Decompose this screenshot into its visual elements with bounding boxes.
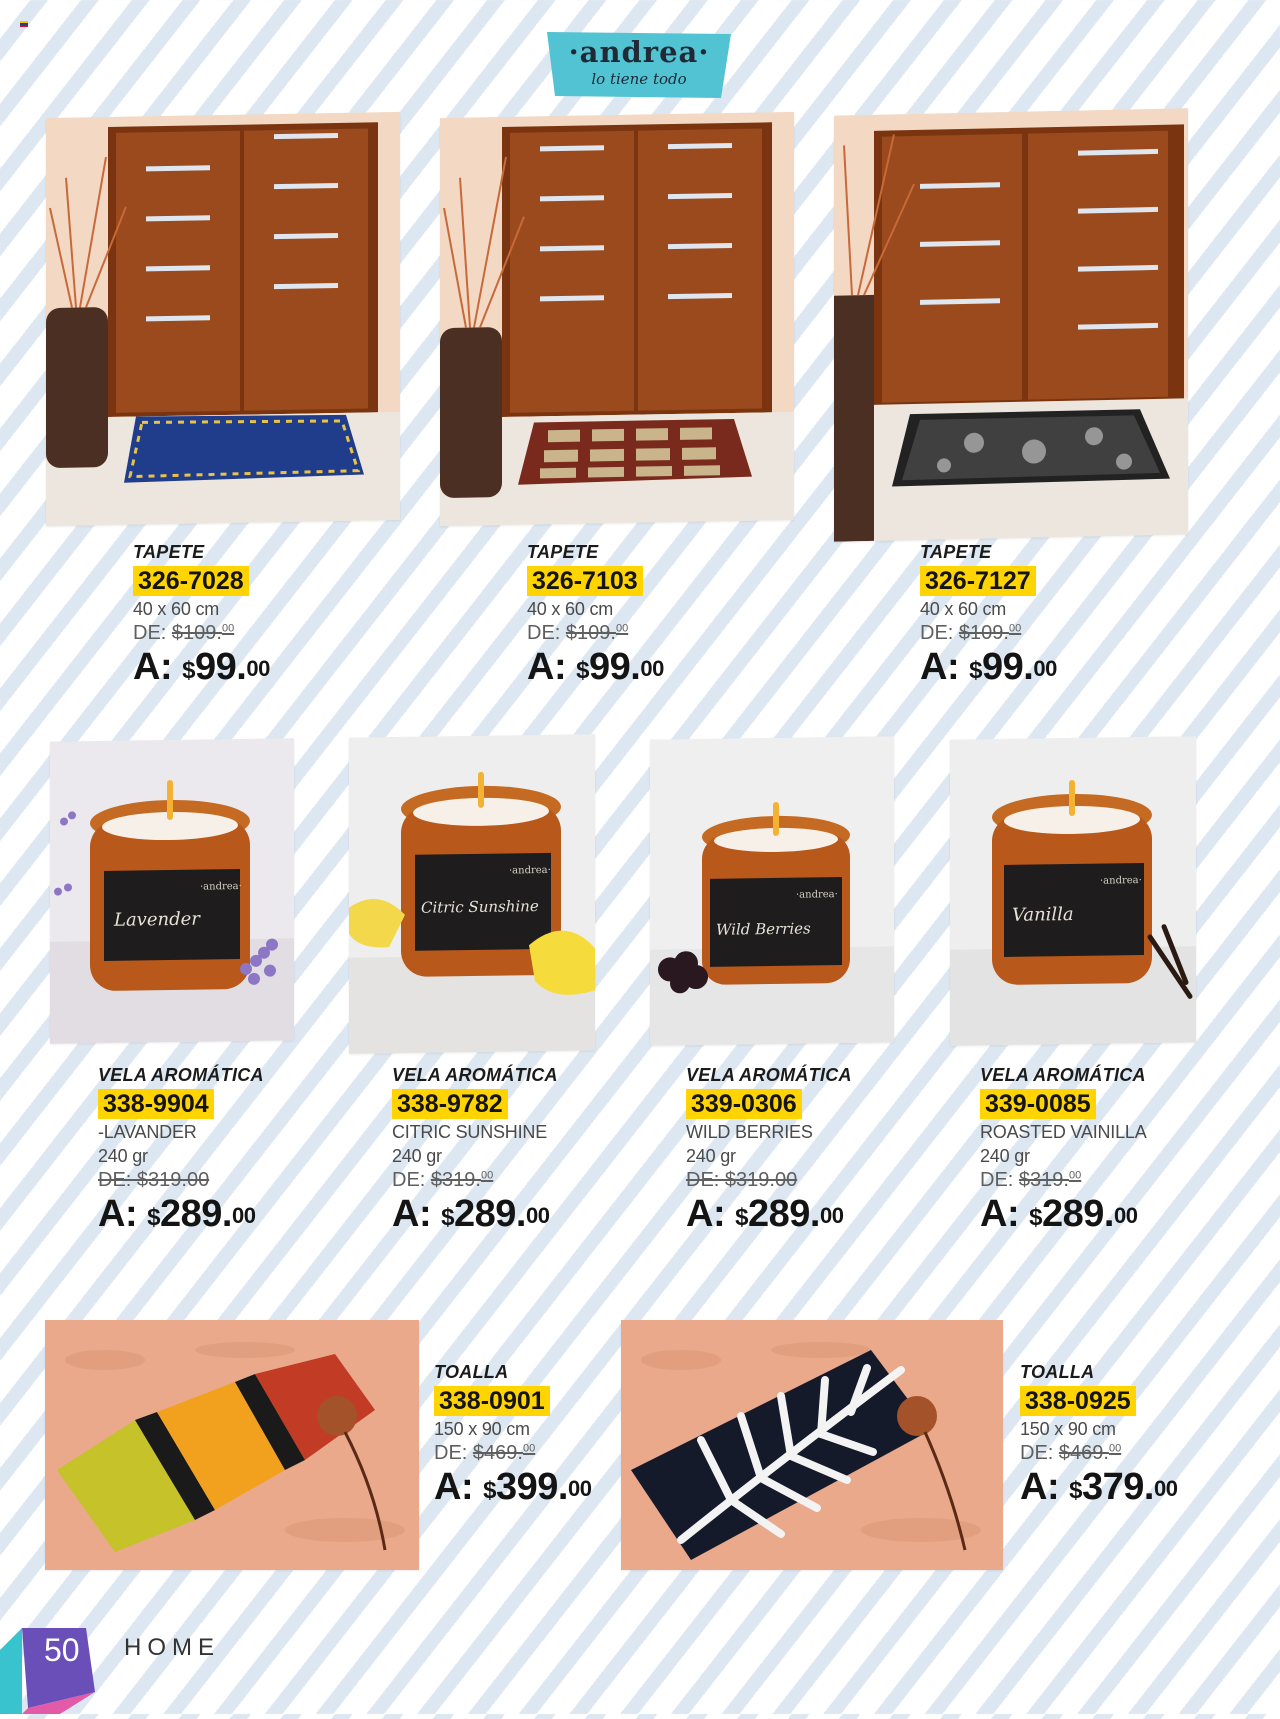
- brand-logo: [545, 30, 733, 100]
- product-code: 339-0306: [686, 1089, 802, 1119]
- product-code: 326-7127: [920, 566, 1036, 596]
- sale-price: A: $289.00: [392, 1193, 550, 1235]
- product-size: 150 x 90 cm: [1020, 1419, 1116, 1439]
- svg-text:Citric Sunshine: Citric Sunshine: [421, 897, 539, 917]
- flag-icon: [20, 21, 28, 27]
- candle-photo-1: [50, 738, 294, 1043]
- product-code: 326-7028: [133, 566, 249, 596]
- product-variant: CITRIC SUNSHINE: [392, 1122, 548, 1142]
- brand-tagline: lo tiene todo: [591, 70, 687, 88]
- rug-photo-1: [46, 112, 400, 526]
- candle-photo-3: [650, 736, 894, 1045]
- product-category: TOALLA: [1020, 1362, 1095, 1382]
- candle-info-3: [686, 1065, 946, 1236]
- product-code: 338-9904: [98, 1089, 214, 1119]
- regular-price: DE: $469.00: [1020, 1442, 1122, 1464]
- product-weight: 240 gr: [98, 1146, 148, 1166]
- rug-info-1: [133, 542, 393, 689]
- sale-price: A: $379.00: [1020, 1466, 1178, 1508]
- sale-price: A: $289.00: [98, 1193, 256, 1235]
- product-category: TAPETE: [920, 542, 992, 562]
- regular-price: DE: $319.00: [686, 1169, 798, 1191]
- towel-info-1: [434, 1362, 694, 1509]
- rug-photo-3: [834, 108, 1188, 541]
- candle-photo-2: [349, 734, 595, 1053]
- svg-text:·andrea·: ·andrea·: [509, 864, 551, 877]
- sale-price: A: $289.00: [980, 1193, 1138, 1235]
- sale-price: A: $399.00: [434, 1466, 592, 1508]
- sale-price: A: $99.00: [527, 646, 664, 688]
- svg-text:Wild Berries: Wild Berries: [716, 919, 811, 939]
- section-title: HOME: [124, 1634, 220, 1661]
- product-variant: WILD BERRIES: [686, 1122, 813, 1142]
- product-size: 40 x 60 cm: [920, 599, 1007, 619]
- product-category: VELA AROMÁTICA: [980, 1065, 1146, 1085]
- svg-text:·andrea·: ·andrea·: [796, 889, 838, 901]
- rug-info-3: [920, 542, 1180, 689]
- brand-name: ·andrea·: [568, 35, 710, 69]
- product-category: VELA AROMÁTICA: [392, 1065, 558, 1085]
- sale-price: A: $99.00: [920, 646, 1057, 688]
- regular-price: DE: $109.00: [133, 622, 235, 644]
- towel-info-2: [1020, 1362, 1280, 1509]
- towel-photo-1: [45, 1320, 419, 1570]
- product-weight: 240 gr: [392, 1146, 442, 1166]
- product-size: 40 x 60 cm: [527, 599, 614, 619]
- product-size: 40 x 60 cm: [133, 599, 220, 619]
- product-variant: -LAVANDER: [98, 1122, 197, 1142]
- sale-price: A: $99.00: [133, 646, 270, 688]
- product-category: VELA AROMÁTICA: [98, 1065, 264, 1085]
- product-code: 339-0085: [980, 1089, 1096, 1119]
- candle-info-1: [98, 1065, 358, 1236]
- product-weight: 240 gr: [686, 1146, 736, 1166]
- regular-price: DE: $319.00: [98, 1169, 210, 1191]
- product-code: 338-9782: [392, 1089, 508, 1119]
- regular-price: DE: $109.00: [527, 622, 629, 644]
- product-category: VELA AROMÁTICA: [686, 1065, 852, 1085]
- candle-photo-4: [950, 736, 1196, 1045]
- rug-info-2: [527, 542, 787, 689]
- regular-price: DE: $109.00: [920, 622, 1022, 644]
- svg-text:·andrea·: ·andrea·: [200, 881, 242, 893]
- product-weight: 240 gr: [980, 1146, 1030, 1166]
- candle-info-4: [980, 1065, 1240, 1236]
- svg-text:·andrea·: ·andrea·: [1100, 875, 1142, 887]
- svg-text:Vanilla: Vanilla: [1012, 903, 1074, 926]
- page-number: 50: [44, 1632, 80, 1668]
- rug-photo-2: [440, 112, 794, 526]
- regular-price: DE: $319.00: [980, 1169, 1082, 1191]
- product-code: 338-0925: [1020, 1386, 1136, 1416]
- product-variant: ROASTED VAINILLA: [980, 1122, 1147, 1142]
- product-category: TAPETE: [133, 542, 205, 562]
- product-code: 338-0901: [434, 1386, 550, 1416]
- product-category: TOALLA: [434, 1362, 509, 1382]
- regular-price: DE: $319.00: [392, 1169, 494, 1191]
- regular-price: DE: $469.00: [434, 1442, 536, 1464]
- sale-price: A: $289.00: [686, 1193, 844, 1235]
- product-size: 150 x 90 cm: [434, 1419, 530, 1439]
- candle-info-2: [392, 1065, 652, 1236]
- product-code: 326-7103: [527, 566, 643, 596]
- svg-text:Lavender: Lavender: [114, 908, 200, 931]
- product-category: TAPETE: [527, 542, 599, 562]
